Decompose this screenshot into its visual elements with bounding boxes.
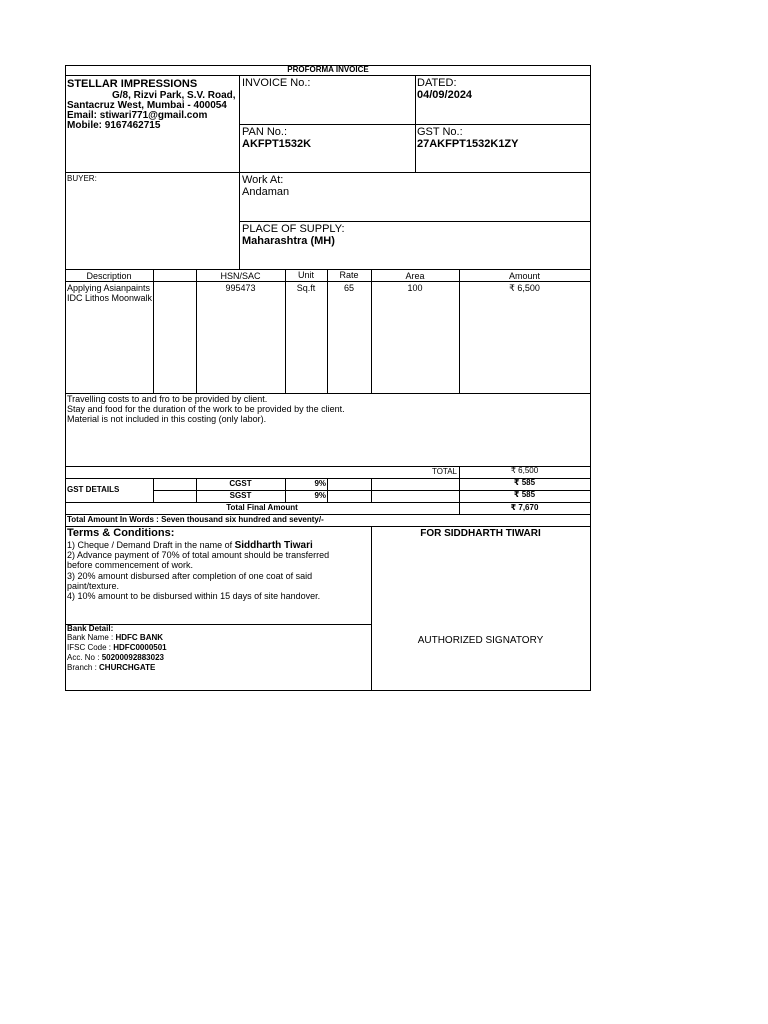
border-bottom	[65, 690, 591, 691]
terms-item-4: 4) 10% amount to be disbursed within 15 days of site handover.	[67, 591, 321, 601]
note-stay: Stay and food for the duration of the work to be provided by the client.	[67, 404, 345, 414]
row-hsn: 995473	[225, 283, 256, 293]
row-description-line-1: Applying Asianpaints	[67, 283, 151, 293]
total-final-value: ₹ 7,670	[510, 503, 539, 512]
bank-account	[67, 653, 164, 663]
bank-branch-value: CHURCHGATE	[99, 663, 156, 672]
col-unit: Unit	[297, 270, 314, 280]
place-of-supply-label: PLACE OF SUPPLY:	[242, 223, 345, 235]
bank-ifsc-value: HDFC0000501	[113, 643, 167, 652]
note-travel: Travelling costs to and fro to be provided by client.	[67, 394, 268, 404]
terms-heading: Terms & Conditions:	[67, 527, 175, 539]
border-left	[65, 65, 66, 691]
bank-account-label: Acc. No :	[67, 653, 102, 662]
total-label: TOTAL	[431, 467, 457, 476]
cgst-rate: 9%	[314, 479, 326, 488]
col-area: Area	[405, 271, 425, 281]
sgst-label: SGST	[229, 491, 252, 500]
seller-email: Email: stiwari771@gmail.com	[67, 110, 208, 121]
pan-value: AKFPT1532K	[242, 138, 312, 150]
gst-details-label: GST DETAILS	[67, 485, 120, 494]
total-final-label: Total Final Amount	[226, 503, 298, 512]
invoice-title: PROFORMA INVOICE	[287, 65, 369, 74]
row-amount: ₹ 6,500	[509, 283, 540, 293]
authorized-signatory: AUTHORIZED SIGNATORY	[417, 635, 544, 646]
gst-label: GST No.:	[417, 126, 463, 138]
place-of-supply-value: Maharashtra (MH)	[242, 235, 335, 247]
bank-branch	[67, 663, 155, 673]
note-material: Material is not included in this costing (only labor).	[67, 414, 267, 424]
seller-address-2: Santacruz West, Mumbai - 400054	[67, 100, 227, 111]
bank-ifsc-label: IFSC Code :	[67, 643, 114, 652]
sgst-value: ₹ 585	[513, 490, 536, 499]
row-area: 100	[407, 283, 423, 293]
col-rate: Rate	[339, 270, 359, 280]
bank-account-value: 50200092883023	[101, 653, 164, 662]
seller-address-1: G/8, Rizvi Park, S.V. Road,	[112, 90, 236, 101]
row-description-line-2: IDC Lithos Moonwalk	[67, 293, 153, 303]
pan-label: PAN No.:	[242, 126, 288, 138]
seller-mobile: Mobile: 9167462715	[67, 120, 161, 131]
work-at-label: Work At:	[242, 174, 284, 186]
terms-item-2a: 2) Advance payment of 70% of total amount should be transferred	[67, 550, 330, 560]
bank-heading: Bank Detail:	[67, 624, 114, 633]
total-value: ₹ 6,500	[510, 466, 539, 475]
bank-ifsc	[67, 643, 167, 653]
cgst-value: ₹ 585	[513, 478, 536, 487]
amount-in-words: Total Amount In Words : Seven thousand six hundred and seventy/-	[67, 515, 324, 524]
col-amount: Amount	[508, 271, 541, 281]
terms-item-1-text: 1) Cheque / Demand Draft in the name of	[67, 540, 235, 550]
bank-name	[67, 633, 163, 643]
gst-value: 27AKFPT1532K1ZY	[417, 138, 519, 150]
dated-label: DATED:	[417, 77, 457, 89]
cgst-label: CGST	[229, 479, 252, 488]
bank-name-label: Bank Name :	[67, 633, 116, 642]
terms-item-2b: before commencement of work.	[67, 560, 194, 570]
work-at-value: Andaman	[242, 186, 290, 198]
sgst-rate: 9%	[314, 491, 326, 500]
row-unit: Sq.ft	[296, 283, 316, 293]
row-rate: 65	[343, 283, 354, 293]
col-hsn: HSN/SAC	[220, 271, 261, 281]
invoice-no-label: INVOICE No.:	[242, 77, 311, 89]
terms-item-3a: 3) 20% amount disbursed after completion of one coat of said	[67, 571, 313, 581]
for-siddharth-tiwari: FOR SIDDHARTH TIWARI	[420, 528, 541, 539]
bank-branch-label: Branch :	[67, 663, 100, 672]
terms-item-1-name: Siddharth Tiwari	[234, 540, 313, 551]
seller-name: STELLAR IMPRESSIONS	[67, 78, 198, 90]
dated-value: 04/09/2024	[417, 89, 473, 101]
col-description: Description	[86, 271, 132, 281]
border-right	[590, 65, 591, 691]
bank-name-value: HDFC BANK	[115, 633, 164, 642]
buyer-label: BUYER:	[67, 174, 97, 183]
terms-item-3b: paint/texture.	[67, 581, 120, 591]
